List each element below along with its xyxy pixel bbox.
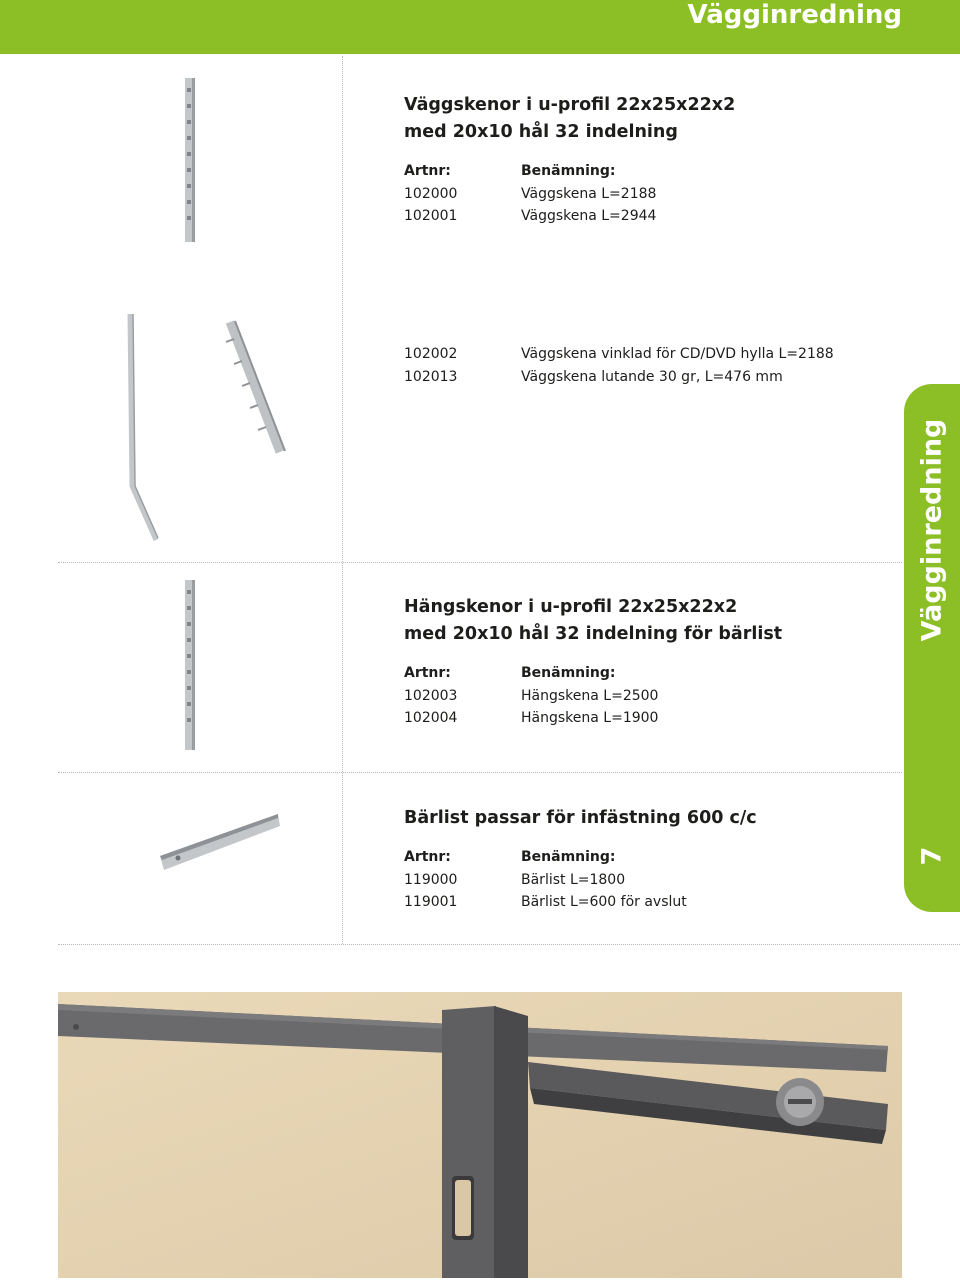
artnr-cell: 119000 [404, 871, 458, 888]
table-header [404, 160, 874, 183]
table-row [404, 869, 874, 892]
col-benamning: Benämning: [521, 163, 616, 179]
table-row [404, 891, 874, 914]
section-3-table [404, 662, 874, 730]
separator-1 [58, 562, 902, 563]
table-row [404, 366, 874, 389]
hanging-rail-image [172, 576, 208, 754]
angled-rail-image [112, 308, 172, 548]
table-header [404, 846, 874, 869]
section-2-table [404, 343, 874, 388]
name-cell: Väggskena vinklad för CD/DVD hylla L=2188 [521, 346, 834, 362]
artnr-cell: 102002 [404, 346, 458, 362]
header-title: Vägginredning [687, 0, 902, 30]
col-benamning: Benämning: [521, 849, 616, 865]
section-3-title-line1: Hängskenor i u-profil 22x25x22x2 [404, 597, 738, 617]
name-cell: Hängskena L=2500 [521, 687, 659, 704]
section-1-title [404, 92, 735, 146]
table-row [404, 205, 874, 228]
wall-rail-image [172, 74, 208, 246]
artnr-cell: 119001 [404, 894, 458, 910]
header-bar [0, 0, 960, 54]
name-cell: Bärlist L=600 för avslut [521, 894, 687, 910]
sloped-rail-image [212, 312, 302, 462]
name-cell: Bärlist L=1800 [521, 871, 626, 888]
artnr-cell: 102000 [404, 185, 458, 202]
col-benamning: Benämning: [521, 665, 616, 681]
section-1-title-line2: med 20x10 hål 32 indelning [404, 122, 678, 142]
col-artnr: Artnr: [404, 665, 451, 681]
section-4-table [404, 846, 874, 914]
support-bar-image [150, 800, 290, 880]
table-row [404, 707, 874, 730]
section-4-title [404, 805, 757, 832]
name-cell: Hängskena L=1900 [521, 710, 659, 726]
name-cell: Väggskena lutande 30 gr, L=476 mm [521, 368, 783, 385]
section-1-table [404, 160, 874, 228]
section-4-title-line1: Bärlist passar för infästning 600 c/c [404, 808, 757, 828]
table-row [404, 685, 874, 708]
table-row [404, 343, 874, 366]
table-row [404, 183, 874, 206]
separator-3 [58, 944, 960, 945]
column-divider [342, 56, 343, 944]
page-number: 7 [916, 846, 948, 866]
separator-2 [58, 772, 902, 773]
name-cell: Väggskena L=2944 [521, 208, 657, 224]
artnr-cell: 102001 [404, 208, 458, 224]
mounting-photo [58, 992, 902, 1278]
section-3-title [404, 594, 782, 648]
artnr-cell: 102013 [404, 368, 458, 385]
side-tab-label: Vägginredning [916, 418, 948, 642]
name-cell: Väggskena L=2188 [521, 185, 657, 202]
col-artnr: Artnr: [404, 849, 451, 865]
table-header [404, 662, 874, 685]
col-artnr: Artnr: [404, 163, 451, 179]
artnr-cell: 102004 [404, 710, 458, 726]
section-1-title-line1: Väggskenor i u-profil 22x25x22x2 [404, 95, 736, 115]
artnr-cell: 102003 [404, 687, 458, 704]
section-3-title-line2: med 20x10 hål 32 indelning för bärlist [404, 624, 783, 644]
